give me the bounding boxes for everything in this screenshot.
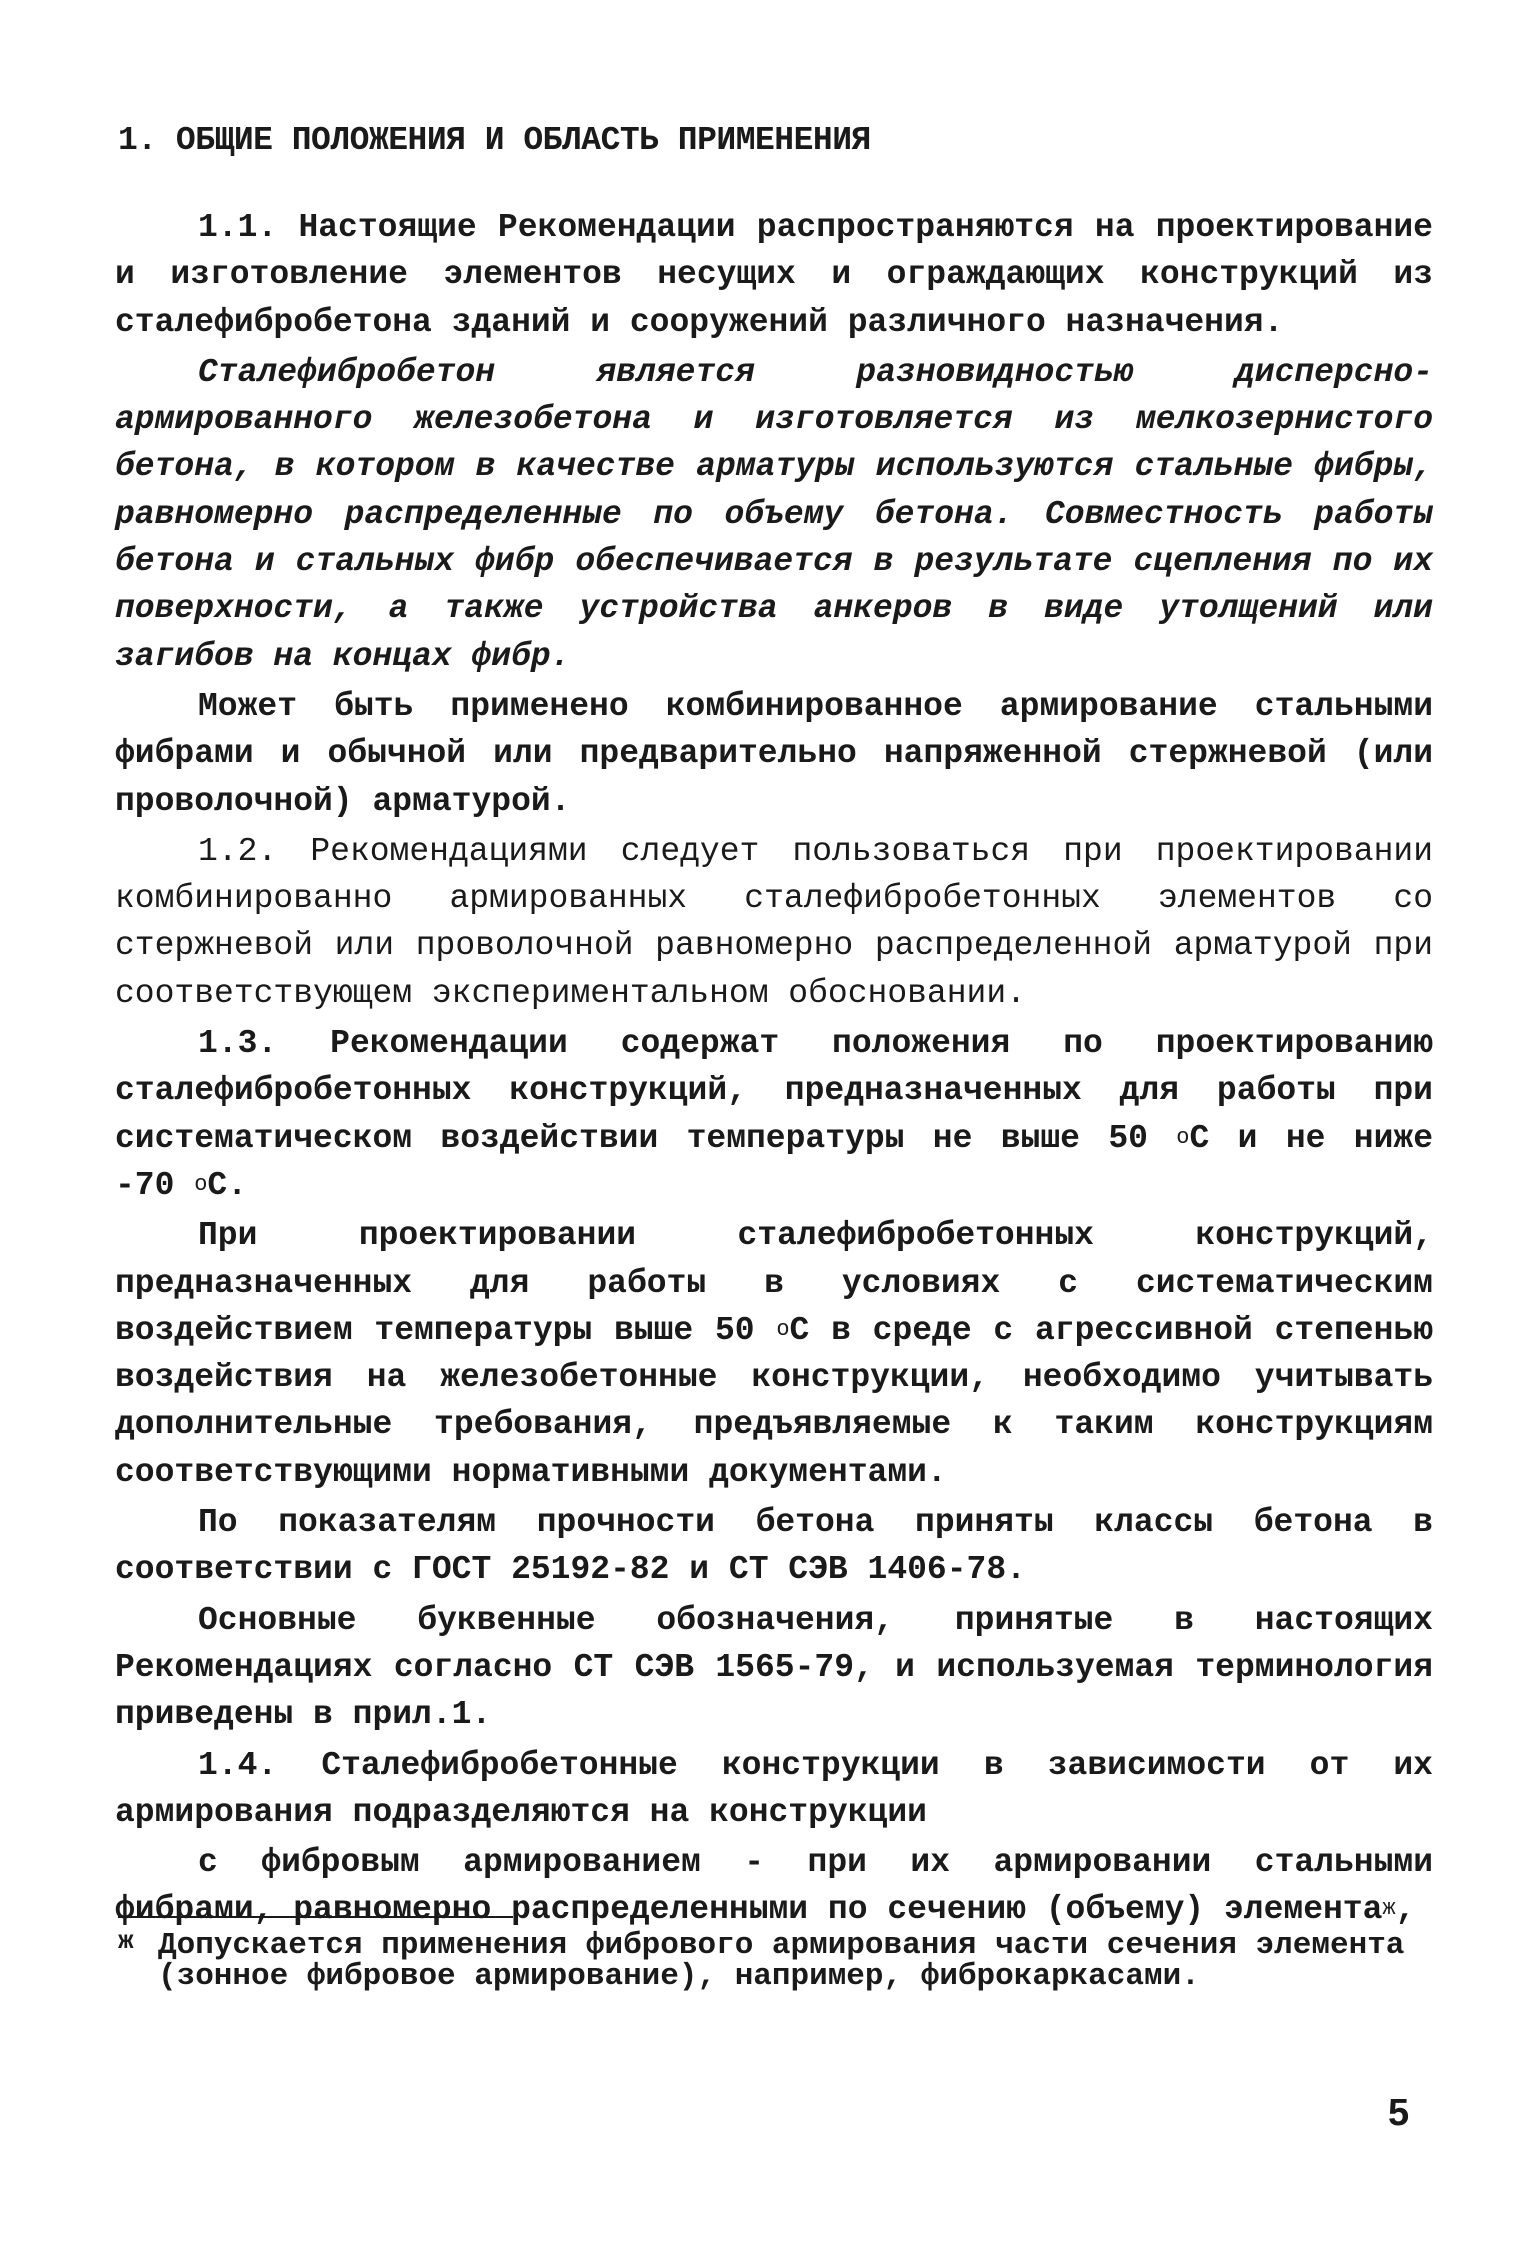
paragraph-text: Может быть применено комбинированное армирование стальными фибрами и обычной или предварительно напряженной стержневой (или проволочной) арматурой. (115, 687, 1433, 820)
footnote-text: Допускается применения фибрового армирования части сечения элемента (зонное фибровое армирование), например, фиброкаркасами. (158, 1928, 1405, 1994)
paragraph-text: С в среде с агрессивной степенью воздействия на железобетонные конструкции, необходимо учитывать дополнительные требования, предъявляемые к таким конструкциям соответствующими нормативными документами. (115, 1311, 1433, 1491)
paragraph-1-4 (115, 1742, 1433, 1837)
footnote-mark: ж (118, 1926, 134, 1956)
paragraph-1-3 (115, 1020, 1433, 1209)
paragraph-1-2 (115, 828, 1433, 1017)
paragraph-text: Основные буквенные обозначения, принятые в настоящих Рекомендациях согласно СТ СЭВ 1565-79, и используемая терминология приведены в прил.1. (115, 1601, 1433, 1734)
paragraph-text: При проектировании сталефибробетонных конструкций, предназначенных для работы в условиях с систематическим воздействием температуры выше 50 (115, 1217, 1433, 1349)
paragraph-text: 1.4. Сталефибробетонные конструкции в зависимости от их армирования подразделяются на конструкции (115, 1746, 1433, 1831)
page-number: 5 (1388, 2092, 1410, 2134)
footnote-reference-mark: ж (1382, 1896, 1396, 1922)
paragraph-text: 1.3. Рекомендации содержат положения по проектированию сталефибробетонных конструкций, предназначенных для работы при систематическом воздействии температуры не выше 50 (115, 1025, 1433, 1157)
body-text (115, 204, 1433, 1937)
paragraph-text: Сталефибробетон является разновидностью дисперсно-армированного железобетона и изготовляется из мелкозернистого бетона, в котором в качестве арматуры используются стальные фибры, равномерно распределенные по объему бетона. Совместность работы бетона и стальных фибр обеспечивается в результате сцепления по их поверхности, а также устройства анкеров в виде утолщений или загибов на концах фибр. (115, 353, 1433, 675)
paragraph-text: 1.1. Настоящие Рекомендации распространяются на проектирование и изготовление элементов несущих и ограждающих конструкций из сталефибробетона зданий и сооружений различного назначения. (115, 209, 1433, 341)
paragraph-1-1 (115, 204, 1433, 346)
paragraph-text: 1.2. Рекомендациями следует пользоваться при проектировании комбинированно армированных сталефибробетонных элементов со стержневой или проволочной равномерно распределенной арматурой при соответствующем экспериментальном обосновании. (115, 832, 1433, 1012)
degree-sign: о (194, 1171, 208, 1197)
paragraph-text: С и не ниже -70 (115, 1119, 1433, 1204)
paragraph-combined-reinforcement (115, 683, 1433, 825)
footnote-divider (118, 1916, 513, 1918)
paragraph-notation (115, 1597, 1433, 1739)
paragraph-text: , (1395, 1891, 1416, 1929)
paragraph-text: По показателям прочности бетона приняты классы бетона в соответствии с ГОСТ 25192-82 и СТ СЭВ 1406-78. (115, 1504, 1433, 1589)
paragraph-concrete-classes (115, 1499, 1433, 1594)
paragraph-high-temperature (115, 1212, 1433, 1496)
section-heading: 1. ОБЩИЕ ПОЛОЖЕНИЯ И ОБЛАСТЬ ПРИМЕНЕНИЯ (118, 122, 871, 159)
degree-sign: о (1176, 1124, 1190, 1150)
degree-sign: о (776, 1316, 790, 1342)
paragraph-text: с фибровым армированием - при их армировании стальными фибрами, равномерно распределенными по сечению (объему) элемента (115, 1844, 1433, 1929)
footnote (118, 1926, 1436, 1994)
paragraph-fiber-concrete-definition (115, 349, 1433, 680)
paragraph-text: С. (207, 1166, 248, 1204)
paragraph-fiber-reinforcement (115, 1839, 1433, 1934)
